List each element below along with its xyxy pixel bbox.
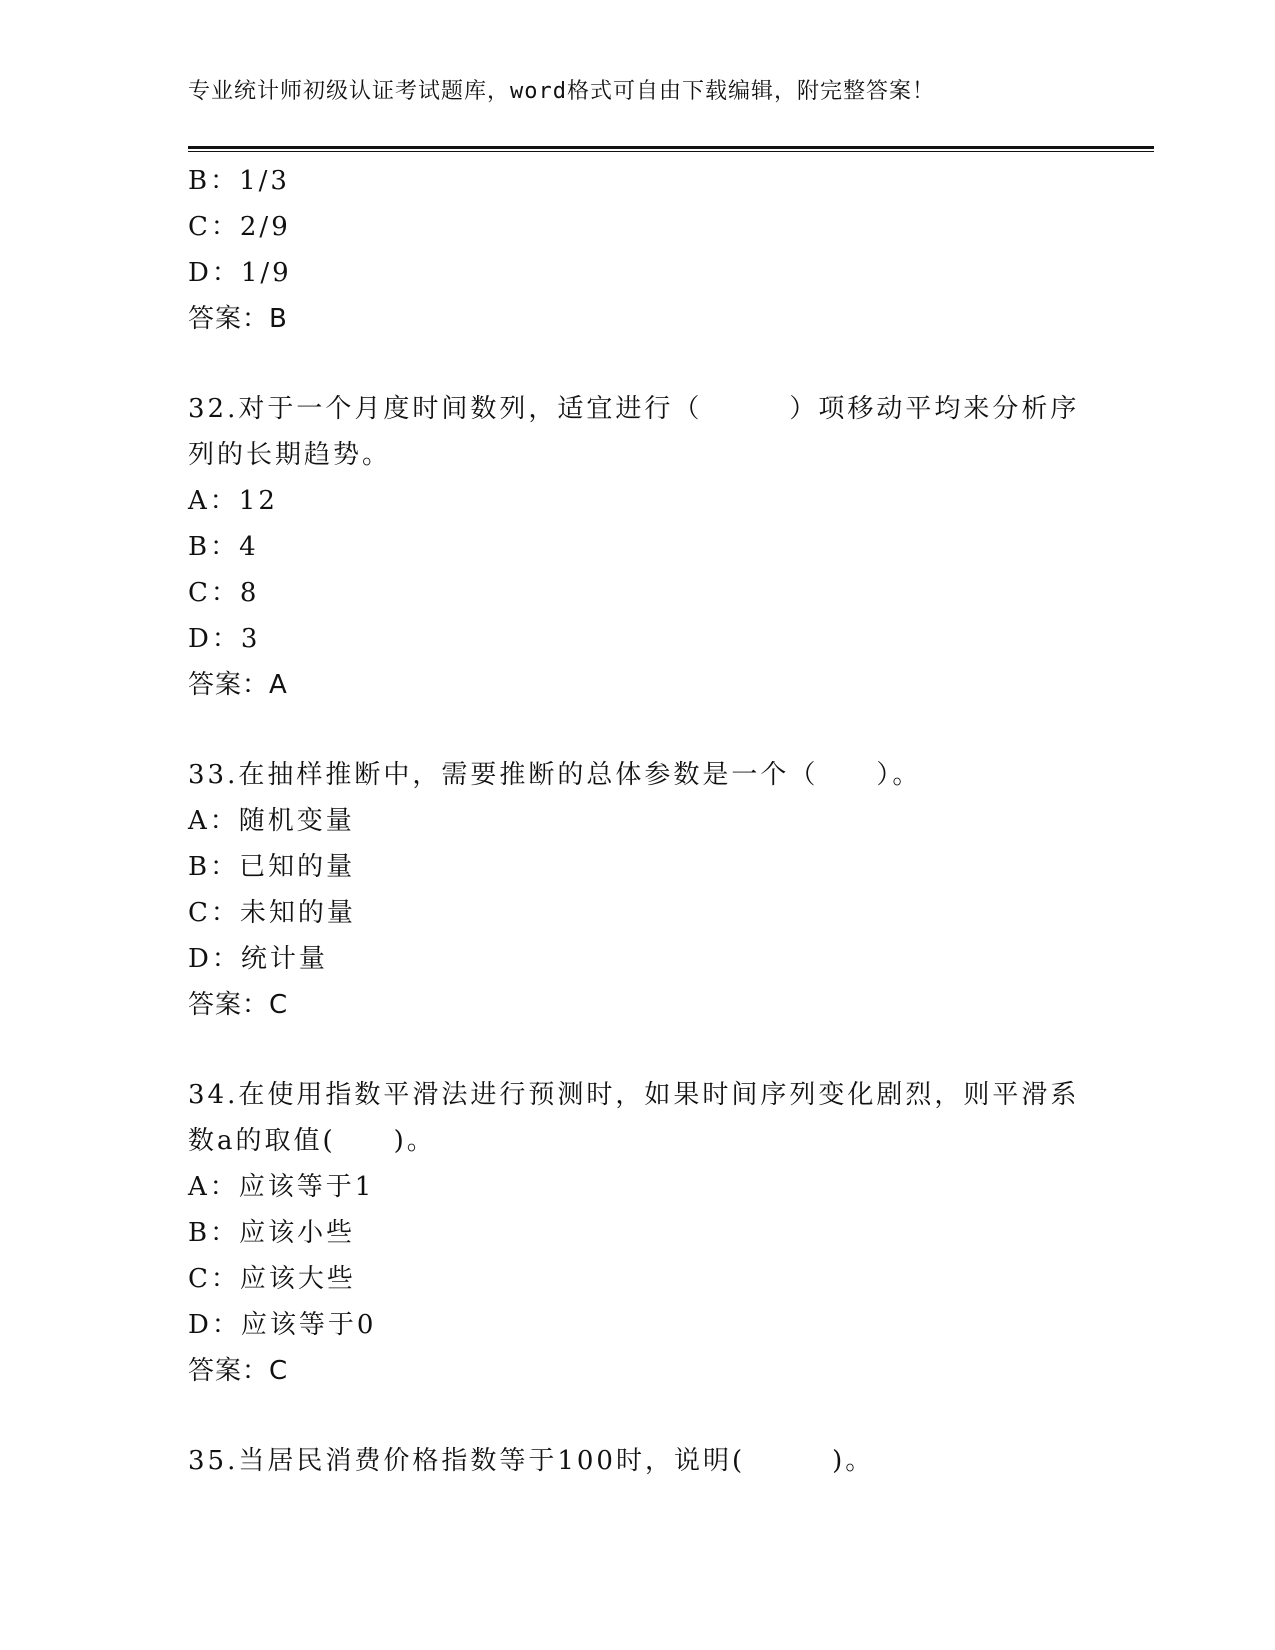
option-c: C：8 xyxy=(188,578,260,608)
answer: 答案：C xyxy=(188,990,289,1020)
answer: 答案：C xyxy=(188,1356,289,1386)
option-a: A：12 xyxy=(188,486,278,516)
option-c: C：未知的量 xyxy=(188,898,356,928)
question-text-line: 35.当居民消费价格指数等于100时，说明( )。 xyxy=(188,1446,875,1476)
option-b: B：应该小些 xyxy=(188,1218,356,1248)
question-text-line: 33.在抽样推断中，需要推断的总体参数是一个（ ）。 xyxy=(188,760,922,790)
question-content xyxy=(188,158,1088,1484)
option-d: D：统计量 xyxy=(188,944,328,974)
question-33 xyxy=(188,752,1088,1028)
question-32 xyxy=(188,386,1088,708)
option-b: B：已知的量 xyxy=(188,852,356,882)
question-text-line: 34.在使用指数平滑法进行预测时，如果时间序列变化剧烈，则平滑系 xyxy=(188,1080,1080,1110)
option-b: B：1/3 xyxy=(188,166,290,196)
question-text-line: 32.对于一个月度时间数列，适宜进行（ ）项移动平均来分析序 xyxy=(188,394,1080,424)
answer: 答案：A xyxy=(188,670,288,700)
prev-question-block xyxy=(188,158,1088,342)
option-a: A：随机变量 xyxy=(188,806,355,836)
question-35 xyxy=(188,1438,1088,1484)
option-b: B：4 xyxy=(188,532,259,562)
option-c: C：应该大些 xyxy=(188,1264,356,1294)
option-d: D：1/9 xyxy=(188,258,292,288)
option-d: D：应该等于0 xyxy=(188,1310,377,1340)
header-rule-thick xyxy=(188,146,1154,149)
question-34 xyxy=(188,1072,1088,1394)
option-c: C：2/9 xyxy=(188,212,291,242)
document-header: 专业统计师初级认证考试题库，word格式可自由下载编辑，附完整答案！ xyxy=(188,79,935,104)
answer: 答案：B xyxy=(188,304,288,334)
option-d: D：3 xyxy=(188,624,261,654)
header-rule-thin xyxy=(188,151,1154,152)
option-a: A：应该等于1 xyxy=(188,1172,375,1202)
question-text-line: 数a的取值( )。 xyxy=(188,1126,436,1156)
question-text-line: 列的长期趋势。 xyxy=(188,440,392,470)
